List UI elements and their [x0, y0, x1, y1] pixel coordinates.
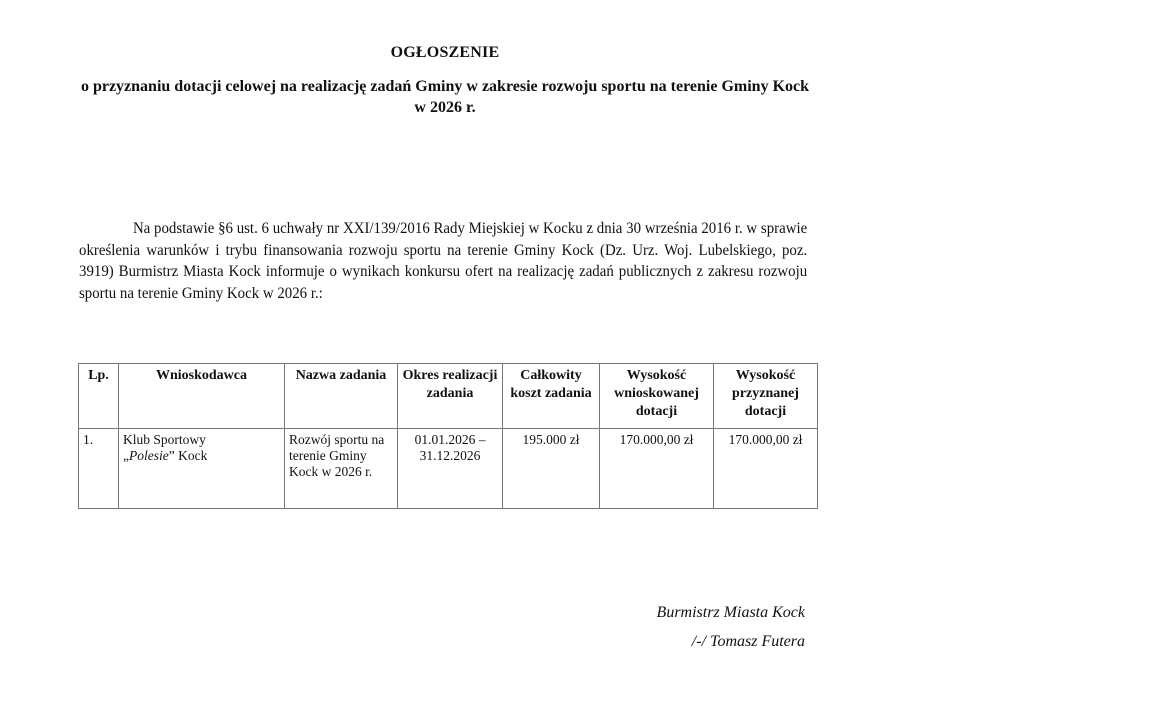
body-paragraph: [79, 218, 807, 304]
applicant-quote-open: „: [123, 448, 129, 463]
cell-lp: 1.: [79, 429, 119, 509]
cell-total-cost: 195.000 zł: [503, 429, 600, 509]
header-task-name: Nazwa zadania: [285, 364, 398, 429]
document-subtitle: o przyznaniu dotacji celowej na realizację zadań Gminy w zakresie rozwoju sportu na terenie Gminy Kock w 2026 r.: [80, 78, 810, 116]
header-awarded-grant: Wysokość przyznanej dotacji: [714, 364, 818, 429]
cell-task-name: Rozwój sportu na terenie Gminy Kock w 2026 r.: [285, 429, 398, 509]
cell-period: 01.01.2026 – 31.12.2026: [398, 429, 503, 509]
header-requested-grant: Wysokość wnioskowanej dotacji: [600, 364, 714, 429]
cell-awarded-grant: 170.000,00 zł: [714, 429, 818, 509]
applicant-prefix: Klub Sportowy: [123, 432, 206, 447]
signature-name: /-/ Tomasz Futera: [691, 633, 805, 650]
grants-table: [78, 363, 818, 509]
signature-position: Burmistrz Miasta Kock: [656, 604, 805, 621]
cell-applicant: [119, 429, 285, 509]
table-row: [79, 429, 818, 509]
cell-requested-grant: 170.000,00 zł: [600, 429, 714, 509]
header-applicant: Wnioskodawca: [119, 364, 285, 429]
header-lp: Lp.: [79, 364, 119, 429]
body-text: Na podstawie §6 ust. 6 uchwały nr XXI/139/2016 Rady Miejskiej w Kocku z dnia 30 września 2016 r. w sprawie określenia warunków i trybu finansowania rozwoju sportu na terenie Gminy Kock (Dz. Urz. Woj. Lubelskiego, poz. 3919) Burmistrz Miasta Kock informuje o wynikach konkursu ofert na realizację zadań publicznych z zakresu rozwoju sportu na terenie Gminy Kock w 2026 r.:: [79, 220, 808, 302]
applicant-name: Polesie: [129, 448, 169, 463]
document-title: OGŁOSZENIE: [390, 44, 500, 61]
applicant-suffix: Kock: [174, 448, 208, 463]
applicant-quote-close: ”: [168, 448, 175, 463]
header-period: Okres realizacji zadania: [398, 364, 503, 429]
header-total-cost: Całkowity koszt zadania: [503, 364, 600, 429]
table-header-row: [79, 364, 818, 429]
